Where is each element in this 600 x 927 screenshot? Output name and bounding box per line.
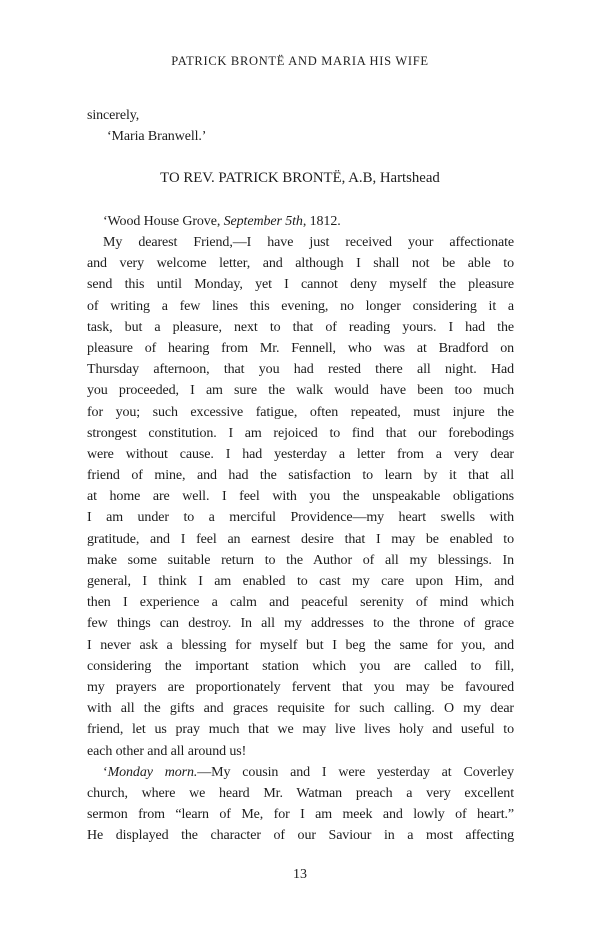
body-line [87, 592, 514, 613]
body-line [87, 635, 514, 656]
text-segment: I am under to a merciful Providence—my heart swells with [87, 510, 514, 526]
body-line [87, 338, 514, 359]
body-line [87, 804, 514, 825]
body-line [87, 486, 514, 507]
body-line [87, 444, 514, 465]
italic-segment: Monday morn. [107, 764, 198, 780]
text-segment: send this until Monday, yet I cannot deny myself the pleasure [87, 277, 514, 293]
body-line [87, 550, 514, 571]
text-segment: each other and all around us! [87, 743, 247, 759]
text-segment: my prayers are proportionately fervent that you may be favoured [87, 679, 514, 695]
text-segment: I never ask a blessing for myself but I beg the same for you, and [87, 637, 514, 653]
page-number: 13 [293, 867, 307, 882]
body-line [87, 465, 514, 486]
text-segment: task, but a pleasure, next to that of reading yours. I had the [87, 319, 514, 335]
text-segment: you proceeded, I am sure the walk would have been too much [87, 383, 514, 399]
dateline-line [87, 211, 514, 232]
text-segment: ‘ [103, 764, 108, 780]
text-segment: and very welcome letter, and although I shall not be able to [87, 256, 514, 272]
letter-body [87, 232, 514, 846]
body-line [87, 507, 514, 528]
signature-line: ‘Maria Branwell.’ [107, 129, 207, 145]
body-line [87, 423, 514, 444]
text-segment: then I experience a calm and peaceful serenity of mind which [87, 595, 514, 611]
letter-dateline [87, 211, 514, 232]
text-segment: My dearest Friend,—I have just received your affectionate [103, 235, 514, 250]
text-segment: ‘Wood House Grove, [103, 214, 224, 229]
text-segment: considering the important station which you are called to fill, [87, 658, 514, 674]
text-segment: at home are well. I feel with you the unspeakable obligations [87, 489, 514, 505]
text-segment: church, where we heard Mr. Watman preach a very excellent [87, 785, 514, 801]
body-line [87, 402, 514, 423]
text-segment: Thursday afternoon, that you had rested there all night. Had [87, 362, 514, 378]
letter-heading: TO REV. PATRICK BRONTË, A.B, Hartshead [160, 170, 440, 186]
letter-paragraph [87, 762, 514, 847]
body-line [87, 359, 514, 380]
body-line [87, 571, 514, 592]
running-header: PATRICK BRONTË AND MARIA HIS WIFE [171, 54, 429, 68]
text-segment: —My cousin and I were yesterday at Coverley [197, 764, 514, 780]
text-segment: pleasure of hearing from Mr. Fennell, who was at Bradford on [87, 340, 514, 356]
body-line [87, 317, 514, 338]
body-line [87, 698, 514, 719]
body-line [87, 232, 514, 253]
body-line [87, 613, 514, 634]
text-segment: strongest constitution. I am rejoiced to find that our forebodings [87, 425, 514, 441]
text-segment: , 1812. [302, 214, 341, 229]
body-line [87, 529, 514, 550]
text-segment: gratitude, and I feel an earnest desire that I may be enabled to [87, 531, 514, 547]
letter-paragraph [87, 232, 514, 762]
body-line [87, 380, 514, 401]
text-segment: friend of mine, and had the satisfaction to learn by it that all [87, 468, 514, 484]
letter-closing [87, 105, 514, 147]
text-segment: for you; such excessive fatigue, often repeated, must injure the [87, 404, 514, 420]
text-segment: of writing a few lines this evening, no longer considering it a [87, 298, 514, 314]
body-line [87, 253, 514, 274]
body-line [87, 274, 514, 295]
text-segment: few things can destroy. In all my addresses to the throne of grace [87, 616, 514, 632]
body-line [87, 656, 514, 677]
closing-line: sincerely, [87, 108, 140, 123]
body-line [87, 741, 514, 762]
italic-segment: September 5th [223, 214, 303, 229]
text-segment: sermon from “learn of Me, for I am meek and lowly of heart.” [87, 807, 514, 823]
text-segment: with all the gifts and graces requisite for such calling. O my dear [87, 701, 514, 717]
text-segment: general, I think I am enabled to cast my care upon Him, and [87, 574, 514, 589]
body-line [87, 677, 514, 698]
body-line [87, 783, 514, 804]
text-segment: friend, let us pray much that we may live lives holy and useful to [87, 722, 514, 738]
body-line [87, 719, 514, 740]
text-segment: make some suitable return to the Author of all my blessings. In [87, 552, 514, 568]
body-line [87, 296, 514, 317]
text-segment: He displayed the character of our Saviour in a most affecting [87, 828, 514, 844]
body-line [87, 762, 514, 783]
body-line [87, 825, 514, 846]
text-segment: were without cause. I had yesterday a letter from a very dear [87, 446, 514, 462]
